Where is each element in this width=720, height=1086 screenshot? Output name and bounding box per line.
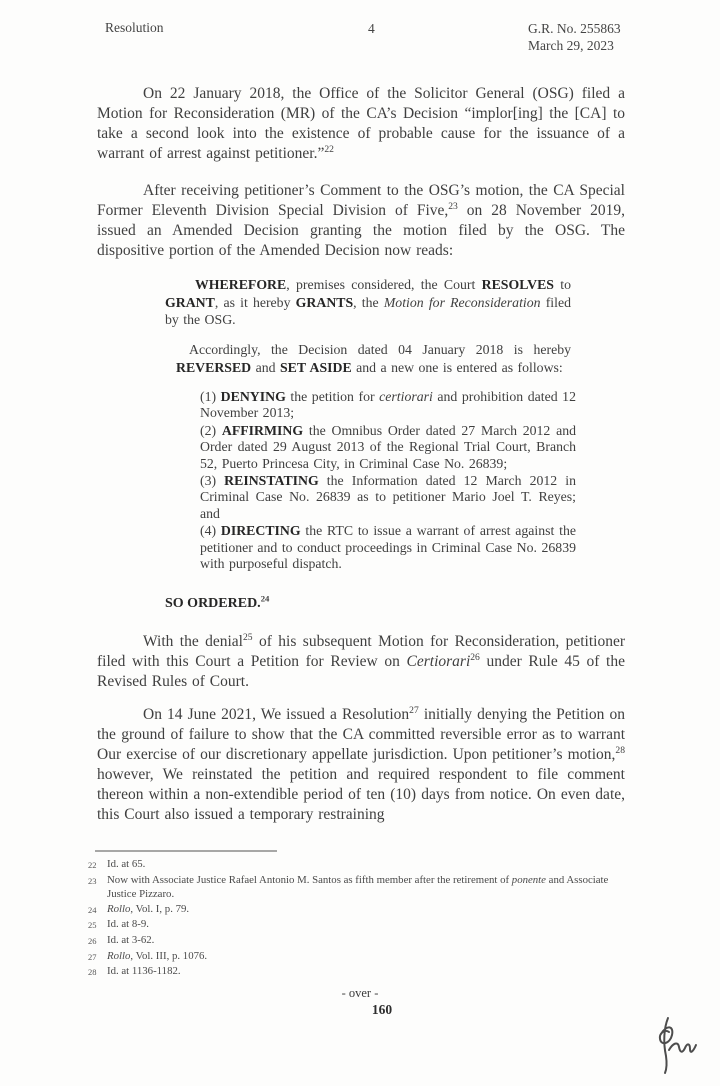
quote-text: Accordingly, the Decision dated 04 January 2018 is hereby — [189, 342, 571, 357]
item-number: (1) — [200, 389, 221, 404]
item-number: (4) — [200, 523, 221, 539]
item-text: the petition for — [285, 389, 380, 404]
paragraph-text: After receiving petitioner’s Comment to the OSG’s motion, the CA Special Former Eleventh Division Special Division of Five, — [97, 182, 625, 219]
footnote-23 — [88, 873, 636, 902]
footnote-text: Id. at 65. — [107, 858, 146, 870]
footnote-number: 27 — [88, 951, 97, 962]
quote-text: to — [553, 277, 571, 292]
footnotes-section — [88, 857, 636, 980]
paragraph-petition-review — [97, 632, 625, 692]
quote-text: , as it hereby — [214, 294, 296, 310]
bold-run: GRANTS — [295, 294, 354, 310]
footnote-ref-28: 28 — [615, 744, 625, 756]
footnote-28 — [88, 964, 636, 980]
bold-run: GRANT — [165, 294, 215, 310]
quote-text: and a new one is entered as follows: — [351, 359, 563, 375]
paragraph-osg-motion — [97, 84, 625, 164]
footnote-text: Now with Associate Justice Rafael Antonio M. Santos as fifth member after the retirement of ponente and Associate Justice Pizzaro. — [107, 873, 609, 901]
footnote-text: Id. at 8-9. — [107, 918, 149, 931]
header-date: March 29, 2023 — [528, 38, 614, 53]
footnote-25 — [88, 917, 636, 933]
so-ordered — [165, 593, 270, 612]
bold-run: REVERSED — [176, 359, 252, 375]
quote-text: filed by the OSG. — [165, 294, 571, 328]
footer-page-stamp: 160 — [371, 1002, 393, 1017]
paragraph-resolution-2021 — [97, 705, 625, 825]
footnote-27 — [88, 949, 636, 965]
header-doc-type: Resolution — [105, 20, 164, 35]
footnote-text: Rollo, Vol. I, p. 79. — [107, 902, 190, 915]
quote-accordingly — [176, 341, 571, 376]
quote-wherefore — [165, 276, 571, 329]
list-item-affirming — [200, 423, 576, 472]
paragraph-text: With the denial — [143, 633, 243, 650]
footnote-ref-24: 24 — [260, 593, 270, 604]
header-case-info — [528, 20, 621, 54]
header-gr-number: G.R. No. 255863 — [528, 21, 621, 36]
paragraph-amended-decision — [97, 181, 625, 261]
signature-initial-mark — [652, 1008, 700, 1078]
item-number: (3) — [200, 473, 225, 489]
list-item-reinstating — [200, 473, 576, 522]
signature-icon — [652, 1008, 700, 1078]
footnote-text: Id. at 1136-1182. — [107, 965, 181, 978]
bold-run: AFFIRMING — [221, 422, 304, 438]
bold-run: SET ASIDE — [279, 359, 352, 375]
footnote-ref-23: 23 — [448, 200, 458, 212]
list-item-denying — [200, 389, 576, 422]
footnote-number: 24 — [88, 904, 97, 915]
footnote-number: 26 — [88, 935, 97, 946]
item-text: the Information dated 12 March 2012 in Criminal Case No. 26839 as to petitioner Mario Joel T. Reyes; and — [200, 473, 576, 521]
item-text: the Omnibus Order dated 27 March 2012 and Order dated 29 August 2013 of the Regional Trial Court, Branch 52, Puerto Princesa City, in Criminal Case No. 26839; — [200, 422, 576, 471]
footnote-text: Rollo, Vol. III, p. 1076. — [107, 949, 208, 962]
item-number: (2) — [200, 422, 222, 438]
paragraph-text: under Rule 45 of the Revised Rules of Court. — [97, 653, 625, 690]
bold-run: DIRECTING — [220, 523, 301, 539]
footnote-26 — [88, 933, 636, 949]
quote-text: , the — [353, 294, 384, 310]
footnote-ref-26: 26 — [470, 651, 480, 663]
footnote-22 — [88, 857, 636, 873]
footnote-ref-25: 25 — [243, 631, 253, 643]
paragraph-text: however, We reinstated the petition and required respondent to file comment thereon within a non-extendible period of ten (10) days from notice. On even date, this Court also issued a temporary restraining — [97, 766, 625, 823]
header-page-number: 4 — [368, 21, 375, 36]
footnote-ref-27: 27 — [409, 704, 419, 716]
bold-run: REINSTATING — [224, 473, 319, 489]
paragraph-text: On 14 June 2021, We issued a Resolution — [143, 706, 410, 723]
bold-run: WHEREFORE — [195, 277, 287, 292]
footnote-text: Id. at 3-62. — [107, 933, 155, 946]
quote-text: and — [251, 359, 280, 375]
quote-text: , premises considered, the Court — [286, 277, 482, 292]
italic-run: Certiorari — [406, 653, 471, 670]
footnote-number: 28 — [88, 967, 97, 978]
bold-run: SO ORDERED. — [165, 596, 261, 611]
footnote-24 — [88, 902, 636, 918]
italic-run: Motion for Reconsideration — [383, 294, 541, 310]
footnote-separator — [95, 850, 277, 852]
paragraph-text: of his subsequent Motion for Reconsideration, petitioner filed with this Court a Petition for Review on — [97, 633, 626, 670]
dispositive-list — [200, 389, 576, 573]
paragraph-text: initially denying the Petition on the ground of failure to show that the CA committed reversible error as to warrant Our exercise of our discretionary appellate jurisdiction. Upon petitioner’s motion, — [97, 706, 625, 763]
footnote-number: 23 — [88, 875, 97, 886]
paragraph-text: on 28 November 2019, issued an Amended Decision granting the motion filed by the OSG. The dispositive portion of the Amended Decision now reads: — [97, 202, 625, 259]
bold-run: RESOLVES — [481, 277, 554, 292]
footer-over-label: - over - — [341, 986, 379, 1000]
italic-run: certiorari — [379, 389, 433, 404]
item-text: the RTC to issue a warrant of arrest against the petitioner and to conduct proceedings in Criminal Case No. 26839 with purposeful dispatch. — [200, 523, 576, 572]
footnote-ref-22: 22 — [324, 143, 334, 155]
paragraph-text: On 22 January 2018, the Office of the Solicitor General (OSG) filed a Motion for Reconsideration (MR) of the CA’s Decision “implor[ing] the [CA] to take a second look into the existence of probable cause for the issuance of a warrant of arrest against petitioner.” — [97, 85, 625, 162]
footnote-number: 22 — [88, 860, 97, 870]
bold-run: DENYING — [220, 389, 286, 404]
list-item-directing — [200, 523, 576, 572]
item-text: and prohibition dated 12 November 2013; — [200, 389, 576, 421]
footnote-number: 25 — [88, 920, 97, 931]
